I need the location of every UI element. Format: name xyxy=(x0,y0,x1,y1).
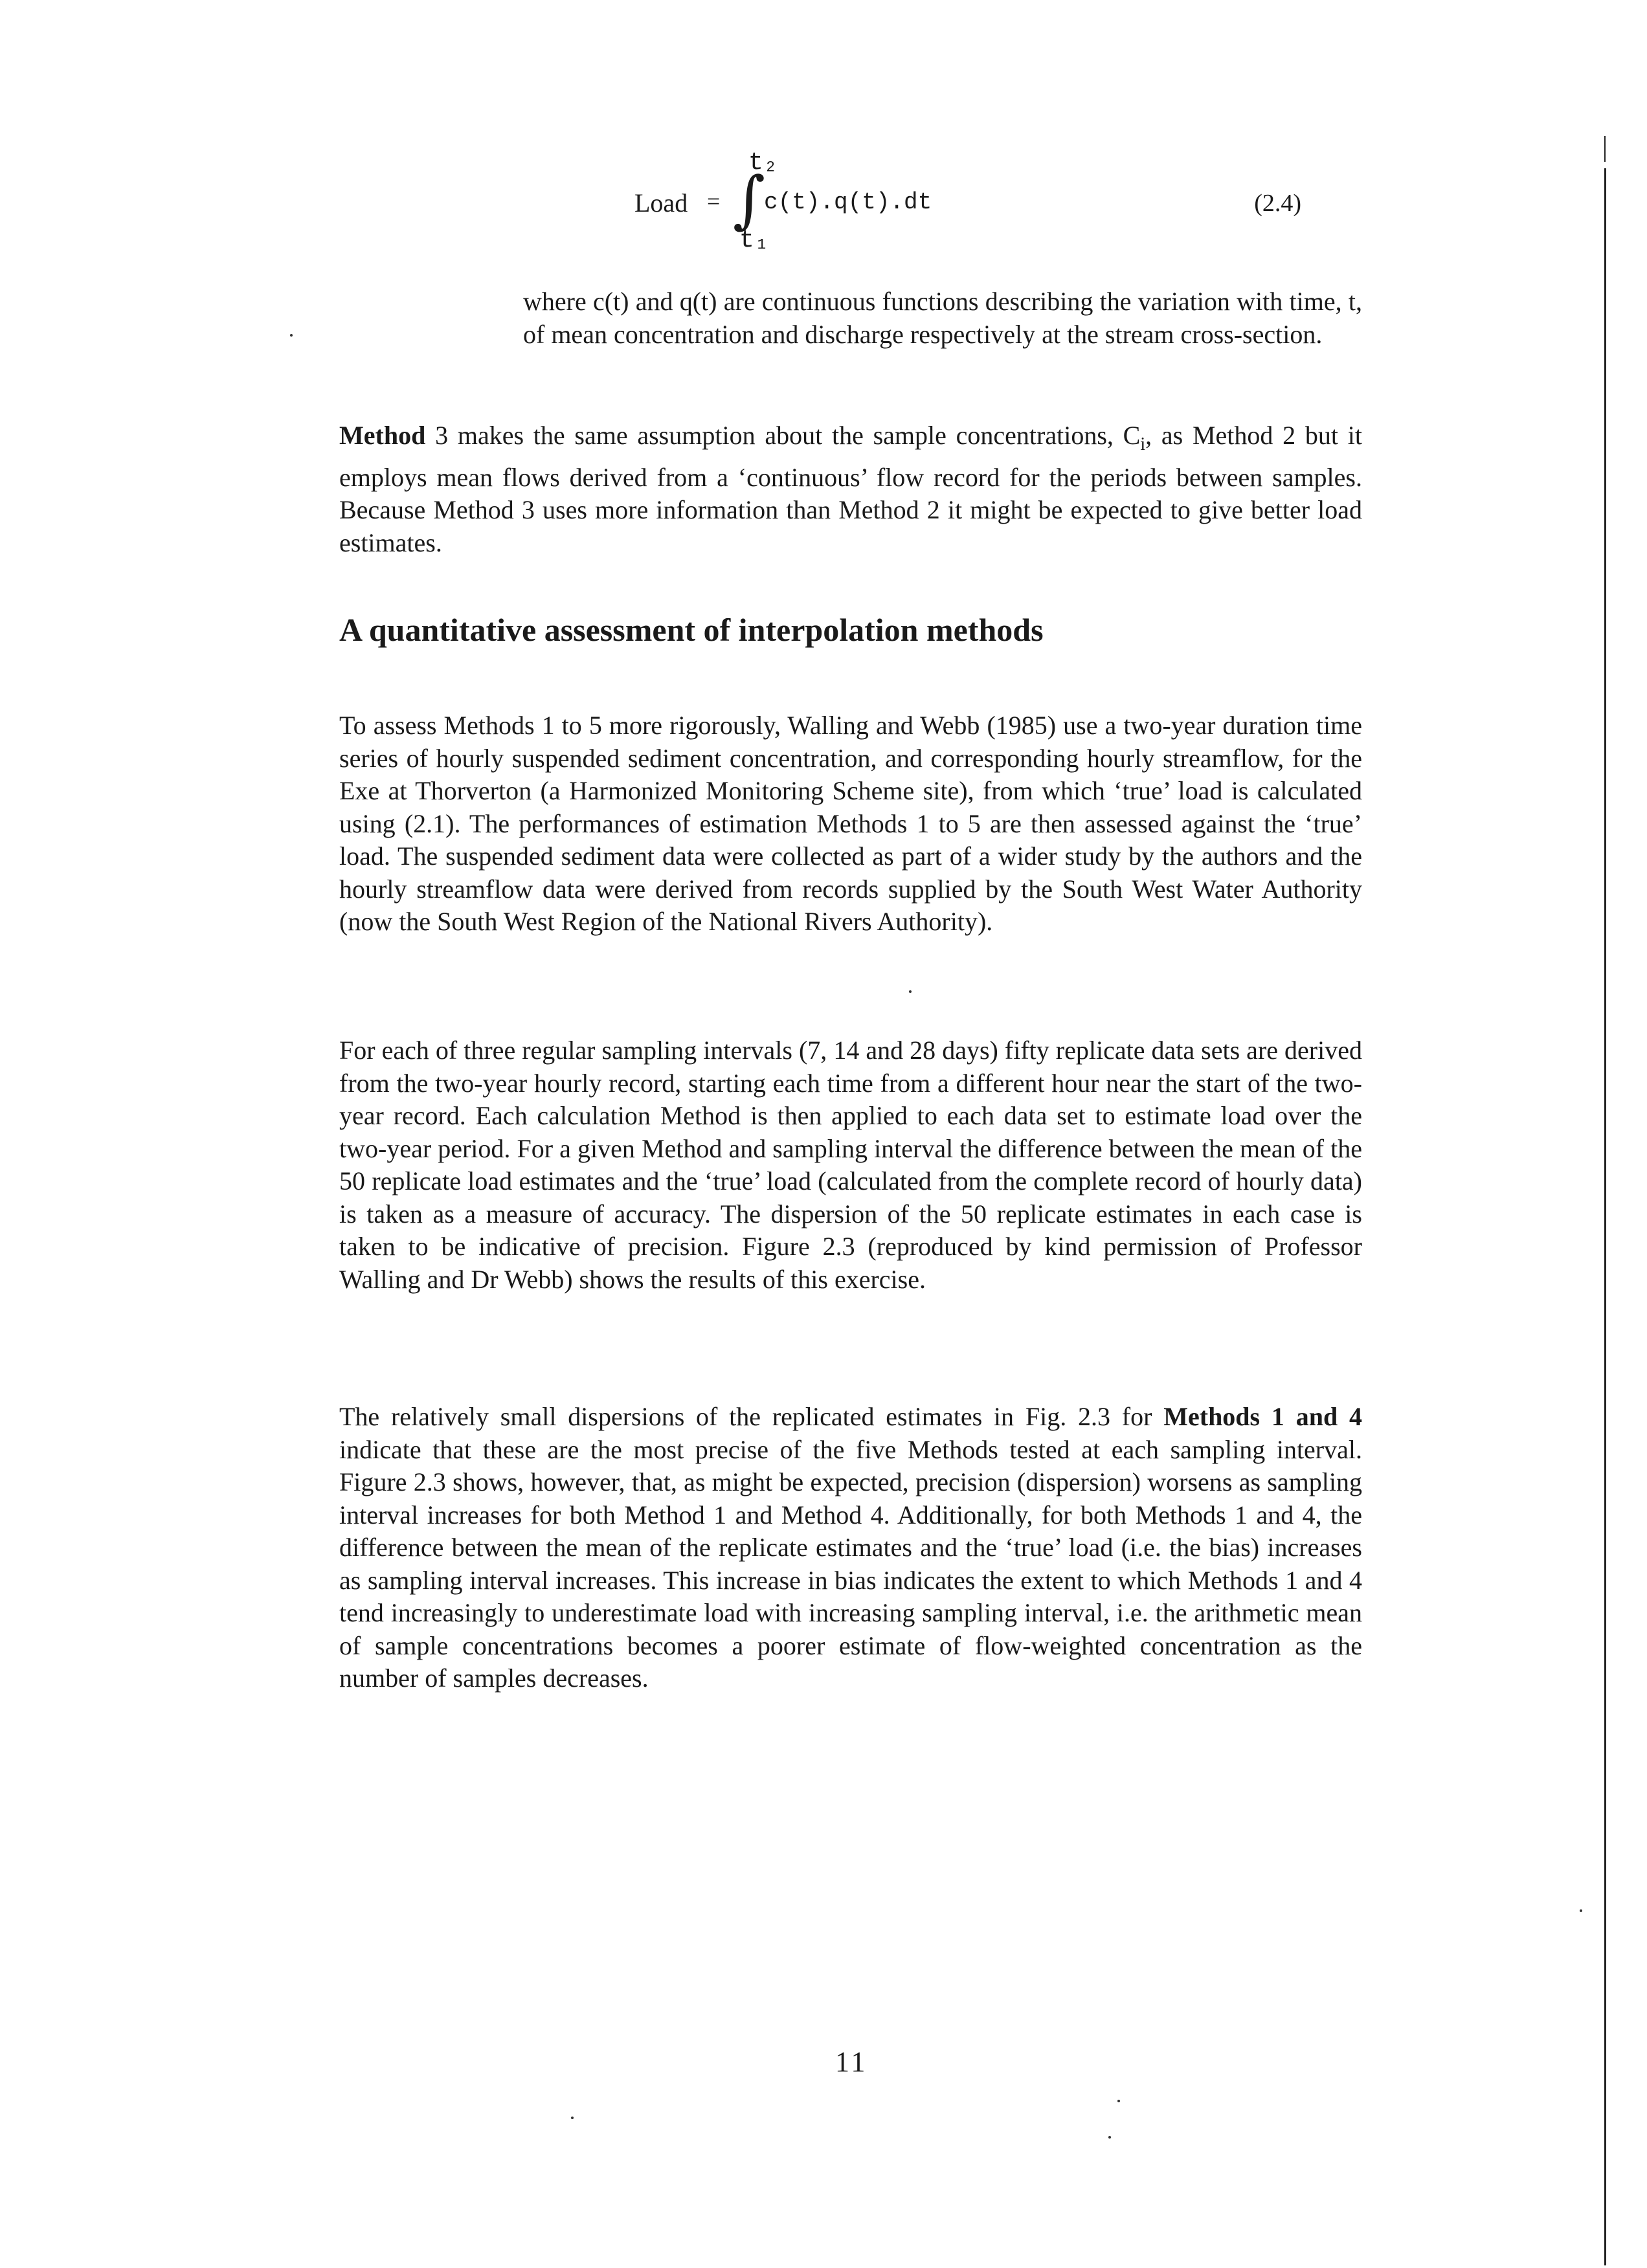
scan-speck xyxy=(1117,2100,1120,2102)
load-equation xyxy=(634,149,1321,265)
method3-paragraph xyxy=(339,419,1362,559)
scan-speck xyxy=(909,990,912,993)
relative-text-2: indicate that these are the most precise of the five Methods tested at each sampling interval. Figure 2.3 shows, however, that, as might be expected, precision (dispersion) worsens as sampling interval increases for both Method 1 and Method 4. Additionally, for both Methods 1 and 4, the difference between the mean of the replicate estimates and the ‘true’ load (i.e. the bias) increases as sampling interval increases. This increase in bias indicates the extent to which Methods 1 and 4 tend increasingly to underestimate load with increasing sampling interval, i.e. the arithmetic mean of sample concentrations becomes a poorer estimate of flow-weighted concentration as the number of samples decreases. xyxy=(339,1434,1362,1693)
scan-speck xyxy=(290,334,293,337)
integral-lower-limit: t₁ xyxy=(739,227,769,254)
scan-edge-line xyxy=(1604,136,1606,162)
scan-speck xyxy=(1580,1909,1582,1912)
method3-subscript: i xyxy=(1140,434,1146,454)
relative-text-1: The relatively small dispersions of the replicated estimates in Fig. 2.3 for xyxy=(339,1402,1164,1431)
scan-speck xyxy=(571,2117,574,2119)
integrand: c(t).q(t).dt xyxy=(764,189,932,216)
relative-paragraph xyxy=(339,1401,1362,1695)
assess-paragraph: To assess Methods 1 to 5 more rigorously, Walling and Webb (1985) use a two-year duration time series of hourly suspended sediment concentration, and corresponding hourly streamflow, for the Exe at Thorverton (a Harmonized Monitoring Scheme site), from which ‘true’ load is calculated using (2.1). The performances of estimation Methods 1 to 5 are then assessed against the ‘true’ load. The suspended sediment data were collected as part of a wider study by the authors and the hourly streamflow data were derived from records supplied by the South West Water Authority (now the South West Region of the National Rivers Authority). xyxy=(339,711,1362,936)
page-number: 11 xyxy=(835,2046,868,2078)
scan-edge-line xyxy=(1604,168,1606,2265)
equation-equals: = xyxy=(707,188,721,214)
method3-text-1: 3 makes the same assumption about the sample concentrations, C xyxy=(425,421,1141,450)
scan-speck xyxy=(1108,2136,1111,2139)
integral-sign: ∫ xyxy=(733,163,766,236)
method3-text-2: , as Method 2 but it employs mean flows derived from a ‘continuous’ flow record for the periods between samples. Because Method 3 uses more information than Method 2 it might be expected to give better load estimates. xyxy=(339,421,1362,557)
integral-upper-limit: t₂ xyxy=(748,149,778,177)
method3-bold-lead: Method xyxy=(339,421,426,450)
foreach-paragraph: For each of three regular sampling intervals (7, 14 and 28 days) fifty replicate data sets are derived from the two-year hourly record, starting each time from a different hour near the start of the two-year record. Each calculation Method is then applied to each data set to estimate load over the two-year period. For a given Method and sampling interval the difference between the mean of the 50 replicate load estimates and the ‘true’ load (calculated from the complete record of hourly data) is taken as a measure of accuracy. The dispersion of the 50 replicate estimates in each case is taken to be indicative of precision. Figure 2.3 (reproduced by kind permission of Professor Walling and Dr Webb) shows the results of this exercise. xyxy=(339,1036,1362,1294)
section-heading: A quantitative assessment of interpolation methods xyxy=(339,612,1044,648)
where-paragraph: where c(t) and q(t) are continuous functions describing the variation with time, t, of mean concentration and discharge respectively at the stream cross-section. xyxy=(523,287,1362,349)
equation-number: (2.4) xyxy=(1254,190,1301,217)
equation-lhs: Load xyxy=(634,188,688,217)
relative-bold: Methods 1 and 4 xyxy=(1163,1402,1362,1431)
